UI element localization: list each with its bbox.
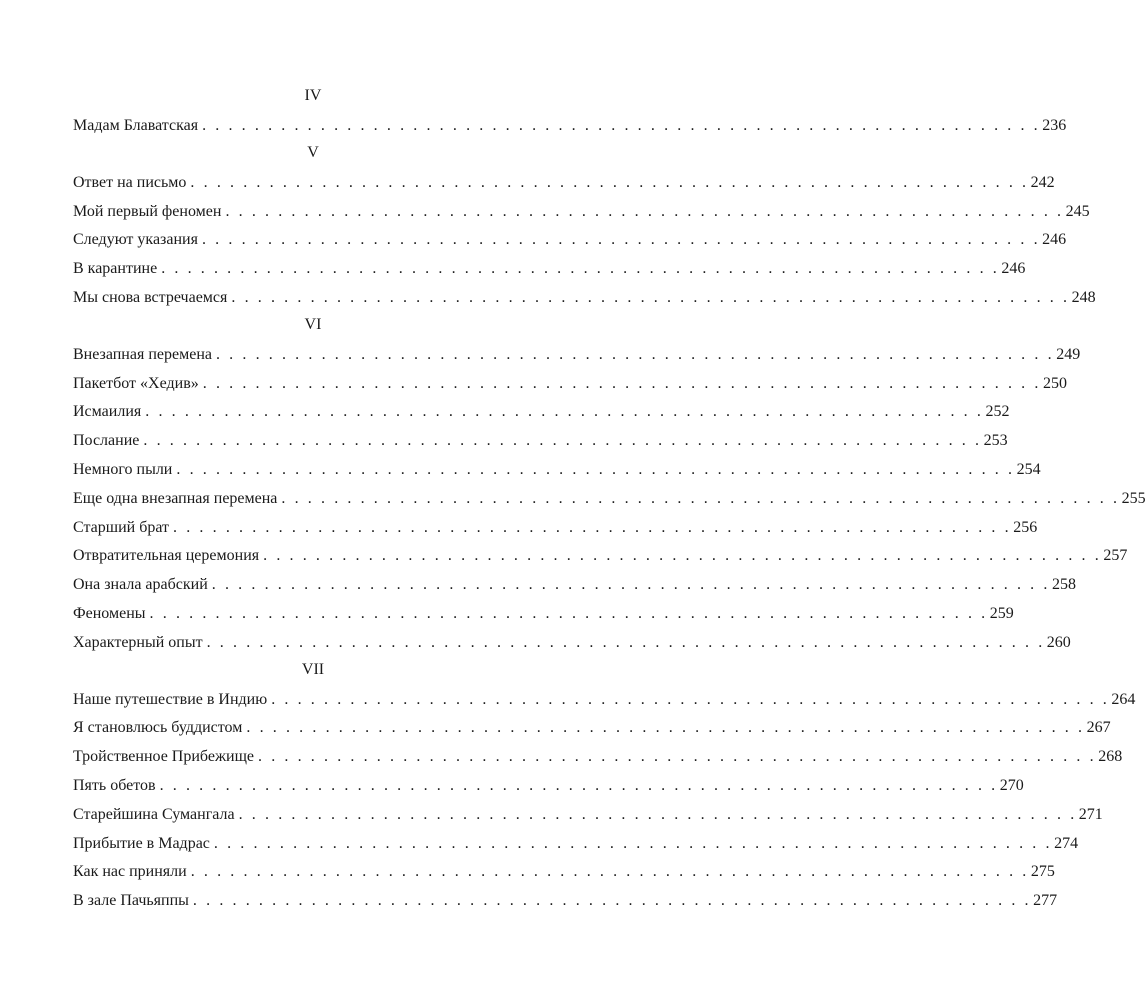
entry-page-number: 255 [1121, 489, 1146, 507]
entry-page-number: 254 [1016, 460, 1041, 478]
dot-leader: . . . . . . . . . . . . . . . . . . . . . . . . . . . . . . . . . . . . . . . . . . . . . . . . . . . . . . . . . . . . . . . . [145, 403, 984, 421]
toc-entry [73, 370, 1067, 399]
dot-leader: . . . . . . . . . . . . . . . . . . . . . . . . . . . . . . . . . . . . . . . . . . . . . . . . . . . . . . . . . . . . . . . . [159, 776, 998, 794]
entry-title: Феномены [73, 604, 146, 622]
toc-entry [73, 255, 1026, 284]
toc-entry [73, 112, 1067, 141]
entry-page-number: 259 [989, 604, 1014, 622]
entry-title: Прибытие в Мадрас [73, 834, 210, 852]
entry-page-number: 274 [1054, 834, 1079, 852]
entry-page-number: 256 [1013, 518, 1038, 536]
entry-page-number: 246 [1001, 260, 1026, 278]
toc-entry [73, 629, 1071, 658]
entry-title: Как нас приняли [73, 863, 187, 881]
entry-page-number: 275 [1030, 863, 1055, 881]
entry-title: Следуют указания [73, 231, 198, 249]
entry-title: В карантине [73, 260, 158, 278]
entry-title: Мой первый феномен [73, 202, 222, 220]
entry-title: Внезапная перемена [73, 345, 212, 363]
toc-section [73, 141, 1096, 313]
dot-leader: . . . . . . . . . . . . . . . . . . . . . . . . . . . . . . . . . . . . . . . . . . . . . . . . . . . . . . . . . . . . . . . . [246, 719, 1085, 737]
entry-title: Характерный опыт [73, 633, 203, 651]
dot-leader: . . . . . . . . . . . . . . . . . . . . . . . . . . . . . . . . . . . . . . . . . . . . . . . . . . . . . . . . . . . . . . . . [149, 604, 988, 622]
entry-title: Старейшина Сумангала [73, 805, 235, 823]
entry-page-number: 252 [985, 403, 1010, 421]
entry-page-number: 258 [1051, 576, 1076, 594]
toc-entry [73, 398, 1010, 427]
dot-leader: . . . . . . . . . . . . . . . . . . . . . . . . . . . . . . . . . . . . . . . . . . . . . . . . . . . . . . . . . . . . . . . . [215, 345, 1055, 363]
toc-entry [73, 226, 1067, 255]
dot-leader: . . . . . . . . . . . . . . . . . . . . . . . . . . . . . . . . . . . . . . . . . . . . . . . . . . . . . . . . . . . . . . . . [192, 892, 1032, 910]
dot-leader: . . . . . . . . . . . . . . . . . . . . . . . . . . . . . . . . . . . . . . . . . . . . . . . . . . . . . . . . . . . . . . . . [263, 547, 1102, 565]
toc-entry [73, 169, 1055, 198]
dot-leader: . . . . . . . . . . . . . . . . . . . . . . . . . . . . . . . . . . . . . . . . . . . . . . . . . . . . . . . . . . . . . . . . [271, 690, 1110, 708]
toc-entry [73, 427, 1008, 456]
toc-entry [73, 514, 1038, 543]
entry-page-number: 249 [1056, 345, 1081, 363]
toc-entry [73, 456, 1041, 485]
toc-section [73, 313, 1146, 658]
dot-leader: . . . . . . . . . . . . . . . . . . . . . . . . . . . . . . . . . . . . . . . . . . . . . . . . . . . . . . . . . . . . . . . . [190, 863, 1029, 881]
toc-entry [73, 542, 1128, 571]
dot-leader: . . . . . . . . . . . . . . . . . . . . . . . . . . . . . . . . . . . . . . . . . . . . . . . . . . . . . . . . . . . . . . . . [176, 460, 1015, 478]
entry-title: Послание [73, 432, 140, 450]
section-numeral: VII [301, 660, 325, 678]
toc-entry [73, 600, 1014, 629]
entry-title: Старший брат [73, 518, 170, 536]
toc-entry [73, 743, 1123, 772]
section-numeral: V [307, 143, 319, 161]
entry-title: Отвратительная церемония [73, 547, 260, 565]
dot-leader: . . . . . . . . . . . . . . . . . . . . . . . . . . . . . . . . . . . . . . . . . . . . . . . . . . . . . . . . . . . . . . . . [281, 489, 1120, 507]
entry-title: Она знала арабский [73, 576, 208, 594]
entry-page-number: 245 [1065, 202, 1090, 220]
entry-title: Еще одна внезапная перемена [73, 489, 278, 507]
dot-leader: . . . . . . . . . . . . . . . . . . . . . . . . . . . . . . . . . . . . . . . . . . . . . . . . . . . . . . . . . . . . . . . . [238, 805, 1077, 823]
dot-leader: . . . . . . . . . . . . . . . . . . . . . . . . . . . . . . . . . . . . . . . . . . . . . . . . . . . . . . . . . . . . . . . . [213, 834, 1053, 852]
toc-entry [73, 341, 1081, 370]
entry-page-number: 248 [1071, 288, 1096, 306]
entry-page-number: 260 [1046, 633, 1071, 651]
entry-page-number: 271 [1078, 805, 1103, 823]
table-of-contents [73, 84, 1146, 916]
entry-title: Мы снова встречаемся [73, 288, 228, 306]
entry-page-number: 277 [1033, 892, 1058, 910]
toc-entry [73, 686, 1136, 715]
dot-leader: . . . . . . . . . . . . . . . . . . . . . . . . . . . . . . . . . . . . . . . . . . . . . . . . . . . . . . . . . . . . . . . . [258, 748, 1097, 766]
entry-page-number: 268 [1098, 748, 1123, 766]
entry-title: Я становлюсь буддистом [73, 719, 243, 737]
entry-title: Мадам Блаватская [73, 117, 199, 134]
dot-leader: . . . . . . . . . . . . . . . . . . . . . . . . . . . . . . . . . . . . . . . . . . . . . . . . . . . . . . . . . . . . . . . . [202, 117, 1041, 134]
toc-entry [73, 801, 1103, 830]
toc-entry [73, 284, 1096, 313]
entry-page-number: 250 [1042, 374, 1067, 392]
toc-entry [73, 772, 1024, 801]
toc-entry [73, 830, 1079, 859]
entry-title: Исмаилия [73, 403, 142, 421]
toc-entry [73, 198, 1090, 227]
entry-title: Тройственное Прибежище [73, 748, 254, 766]
entry-title: Немного пыли [73, 460, 173, 478]
dot-leader: . . . . . . . . . . . . . . . . . . . . . . . . . . . . . . . . . . . . . . . . . . . . . . . . . . . . . . . . . . . . . . . . [143, 432, 982, 450]
toc-section [73, 84, 1067, 141]
section-numeral: IV [304, 87, 322, 104]
dot-leader: . . . . . . . . . . . . . . . . . . . . . . . . . . . . . . . . . . . . . . . . . . . . . . . . . . . . . . . . . . . . . . . . [161, 260, 1000, 278]
entry-page-number: 236 [1042, 117, 1067, 134]
dot-leader: . . . . . . . . . . . . . . . . . . . . . . . . . . . . . . . . . . . . . . . . . . . . . . . . . . . . . . . . . . . . . . . . [225, 202, 1064, 220]
toc-entry [73, 571, 1076, 600]
entry-title: Ответ на письмо [73, 173, 187, 191]
toc-entry [73, 485, 1146, 514]
entry-page-number: 270 [999, 776, 1024, 794]
entry-title: Пакетбот «Хедив» [73, 374, 199, 392]
entry-title: Наше путешествие в Индию [73, 690, 268, 708]
dot-leader: . . . . . . . . . . . . . . . . . . . . . . . . . . . . . . . . . . . . . . . . . . . . . . . . . . . . . . . . . . . . . . . . [231, 288, 1070, 306]
dot-leader: . . . . . . . . . . . . . . . . . . . . . . . . . . . . . . . . . . . . . . . . . . . . . . . . . . . . . . . . . . . . . . . . [206, 633, 1045, 651]
entry-page-number: 257 [1103, 547, 1128, 565]
dot-leader: . . . . . . . . . . . . . . . . . . . . . . . . . . . . . . . . . . . . . . . . . . . . . . . . . . . . . . . . . . . . . . . . [173, 518, 1012, 536]
toc-entry [73, 858, 1055, 887]
dot-leader: . . . . . . . . . . . . . . . . . . . . . . . . . . . . . . . . . . . . . . . . . . . . . . . . . . . . . . . . . . . . . . . . [201, 231, 1041, 249]
entry-page-number: 246 [1042, 231, 1067, 249]
toc-entry [73, 887, 1058, 916]
entry-page-number: 242 [1030, 173, 1055, 191]
section-numeral: VI [304, 315, 322, 333]
dot-leader: . . . . . . . . . . . . . . . . . . . . . . . . . . . . . . . . . . . . . . . . . . . . . . . . . . . . . . . . . . . . . . . . [190, 173, 1029, 191]
entry-title: Пять обетов [73, 776, 156, 794]
toc-section [73, 658, 1136, 916]
entry-page-number: 267 [1086, 719, 1111, 737]
entry-page-number: 264 [1111, 690, 1136, 708]
dot-leader: . . . . . . . . . . . . . . . . . . . . . . . . . . . . . . . . . . . . . . . . . . . . . . . . . . . . . . . . . . . . . . . . [202, 374, 1041, 392]
dot-leader: . . . . . . . . . . . . . . . . . . . . . . . . . . . . . . . . . . . . . . . . . . . . . . . . . . . . . . . . . . . . . . . . [211, 576, 1050, 594]
toc-entry [73, 714, 1111, 743]
entry-title: В зале Пачьяппы [73, 892, 189, 910]
entry-page-number: 253 [983, 432, 1008, 450]
